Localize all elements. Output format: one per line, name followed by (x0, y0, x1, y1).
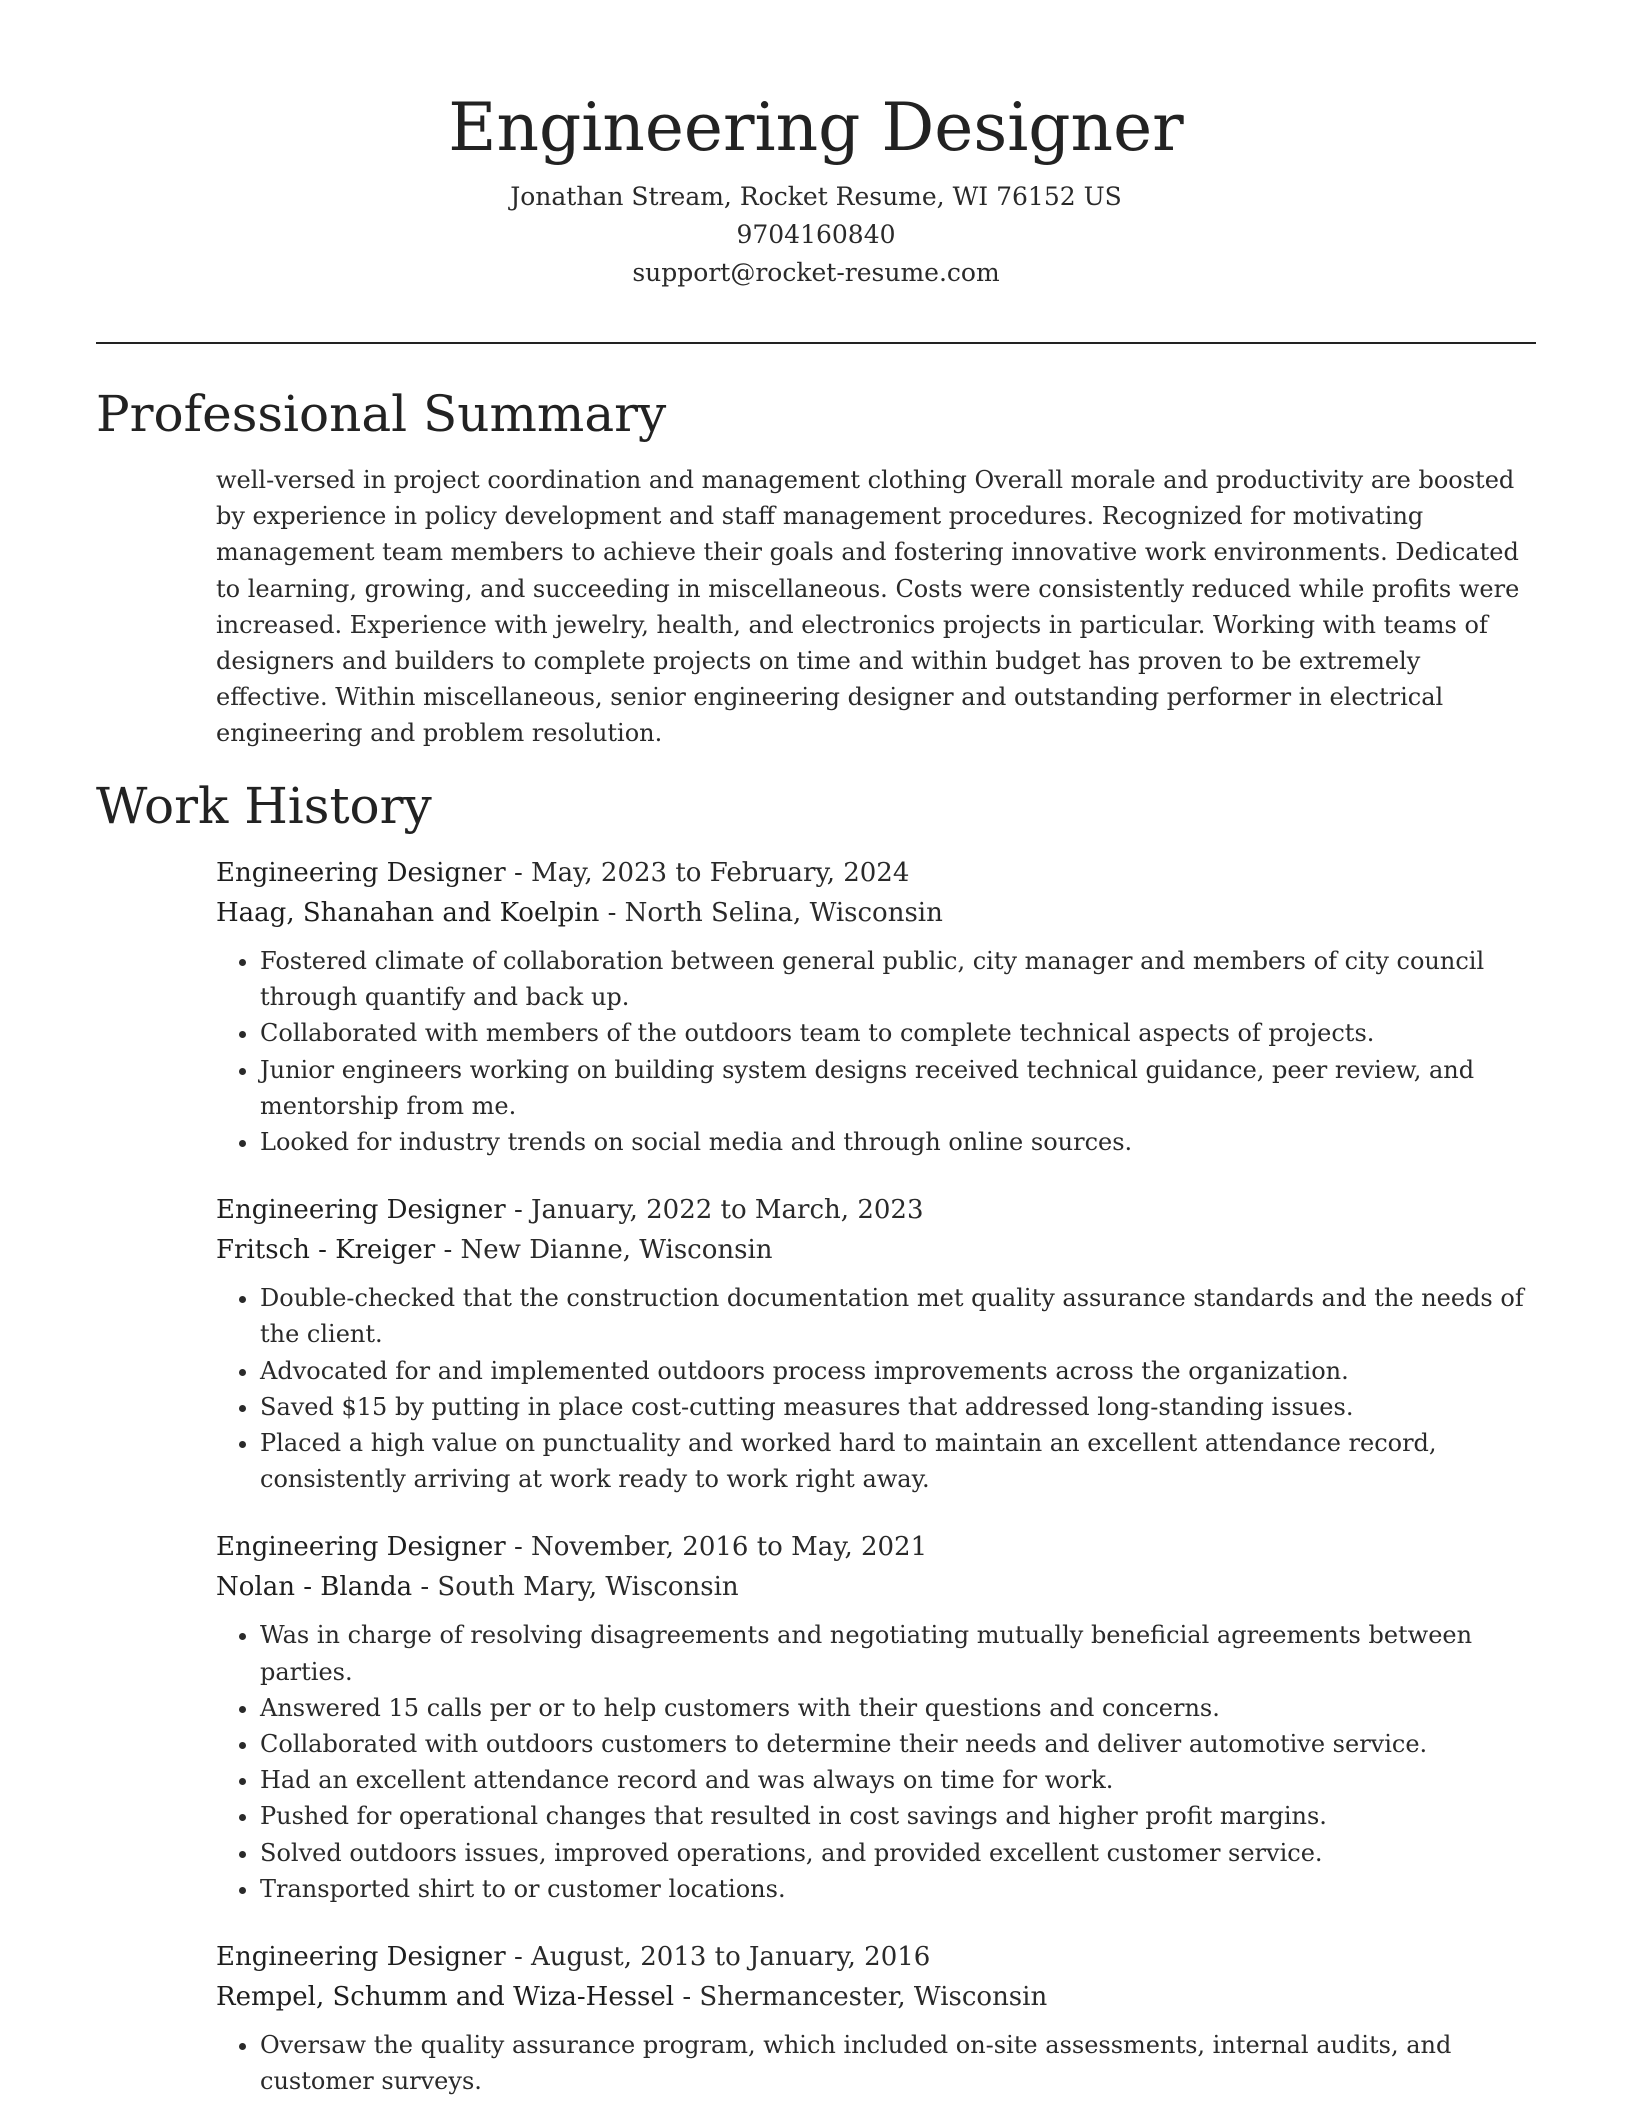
section-title-summary: Professional Summary (96, 385, 667, 443)
job-entry (216, 1190, 1536, 1497)
job-company: Haag, Shanahan and Koelpin (216, 898, 600, 928)
job-bullet: • Double-checked that the construction documentation met quality assurance standards and the needs of the client. (260, 1280, 1536, 1352)
job-title-line (216, 1527, 1536, 1567)
job-bullet: • Saved $15 by putting in place cost-cutting measures that addressed long-standing issues. (260, 1389, 1536, 1425)
job-company-line (216, 1977, 1536, 2017)
job-location: - North Selina, Wisconsin (599, 898, 943, 928)
job-company-line (216, 1230, 1536, 1270)
job-bullet: • Advocated for and implemented outdoors process improvements across the organization. (260, 1353, 1536, 1389)
job-bullet: • Solved outdoors issues, improved operations, and provided excellent customer service. (260, 1835, 1536, 1871)
job-company: Rempel, Schumm and Wiza-Hessel (216, 1982, 675, 2013)
job-role: Engineering Designer (216, 1942, 506, 1973)
job-company: Nolan - Blanda (216, 1572, 413, 1603)
job-bullets (216, 1617, 1536, 1907)
job-bullet: • Was in charge of resolving disagreements and negotiating mutually beneficial agreements between parties. (260, 1617, 1536, 1689)
job-bullet: • Fostered climate of collaboration between general public, city manager and members of city council through quantify and back up. (260, 943, 1536, 1015)
job-bullet: • Junior engineers working on building system designs received technical guidance, peer review, and mentorship from me. (260, 1052, 1536, 1124)
job-location: - New Dianne, Wisconsin (435, 1235, 773, 1266)
job-bullets (216, 2027, 1536, 2099)
job-bullet: • Collaborated with members of the outdoors team to complete technical aspects of projects. (260, 1015, 1536, 1051)
job-title-line (216, 853, 1536, 893)
contact-phone: 9704160840 (736, 220, 896, 249)
job-dates: - May, 2023 to February, 2024 (505, 858, 910, 888)
job-bullet: • Pushed for operational changes that resulted in cost savings and higher profit margins. (260, 1798, 1536, 1834)
job-title-line (216, 1937, 1536, 1977)
job-bullets (216, 943, 1536, 1160)
job-dates: - January, 2022 to March, 2023 (505, 1195, 924, 1226)
job-bullet: • Placed a high value on punctuality and worked hard to maintain an excellent attendance record, consistently arriving at work ready to work right away. (260, 1425, 1536, 1497)
job-entry (216, 853, 1536, 1160)
job-bullet: • Transported shirt to or customer locations. (260, 1871, 1536, 1907)
job-bullet: • Looked for industry trends on social media and through online sources. (260, 1124, 1536, 1160)
job-dates: - August, 2013 to January, 2016 (505, 1942, 931, 1973)
resume-header (0, 0, 1632, 292)
job-bullet: • Oversaw the quality assurance program, which included on-site assessments, internal audits, and customer surveys. (260, 2027, 1536, 2099)
contact-address: Jonathan Stream, Rocket Resume, WI 76152 US (510, 182, 1122, 211)
job-bullets (216, 1280, 1536, 1497)
section-title-work-history: Work History (96, 777, 432, 835)
job-bullet: • Had an excellent attendance record and was always on time for work. (260, 1762, 1536, 1798)
job-role: Engineering Designer (216, 1195, 506, 1226)
job-title-line (216, 1190, 1536, 1230)
job-bullet: • Collaborated with outdoors customers to determine their needs and deliver automotive service. (260, 1726, 1536, 1762)
work-history-list (216, 853, 1536, 2112)
job-location: - Shermancester, Wisconsin (674, 1982, 1048, 2013)
candidate-title: Engineering Designer (448, 89, 1184, 166)
contact-email: support@rocket-resume.com (632, 258, 1000, 287)
job-company-line (216, 893, 1536, 933)
header-divider (96, 342, 1536, 344)
job-company-line (216, 1567, 1536, 1607)
job-bullet: • Answered 15 calls per or to help customers with their questions and concerns. (260, 1690, 1536, 1726)
job-role: Engineering Designer (216, 858, 506, 888)
job-location: - South Mary, Wisconsin (412, 1572, 739, 1603)
job-company: Fritsch - Kreiger (216, 1235, 436, 1266)
job-entry (216, 1937, 1536, 2099)
job-entry (216, 1527, 1536, 1907)
summary-text: well-versed in project coordination and management clothing Overall morale and productivity are boosted by experience in policy development and staff management procedures. Recognized for motivating management team members to achieve their goals and fostering innovative work environments. Dedicated to learning, growing, and succeeding in miscellaneous. Costs were consistently reduced while profits were increased. Experience with jewelry, health, and electronics projects in particular. Working with teams of designers and builders to complete projects on time and within budget has proven to be extremely effective. Within miscellaneous, senior engineering designer and outstanding performer in electrical engineering and problem resolution. (216, 466, 1520, 748)
job-dates: - November, 2016 to May, 2021 (505, 1532, 928, 1563)
job-role: Engineering Designer (216, 1532, 506, 1563)
